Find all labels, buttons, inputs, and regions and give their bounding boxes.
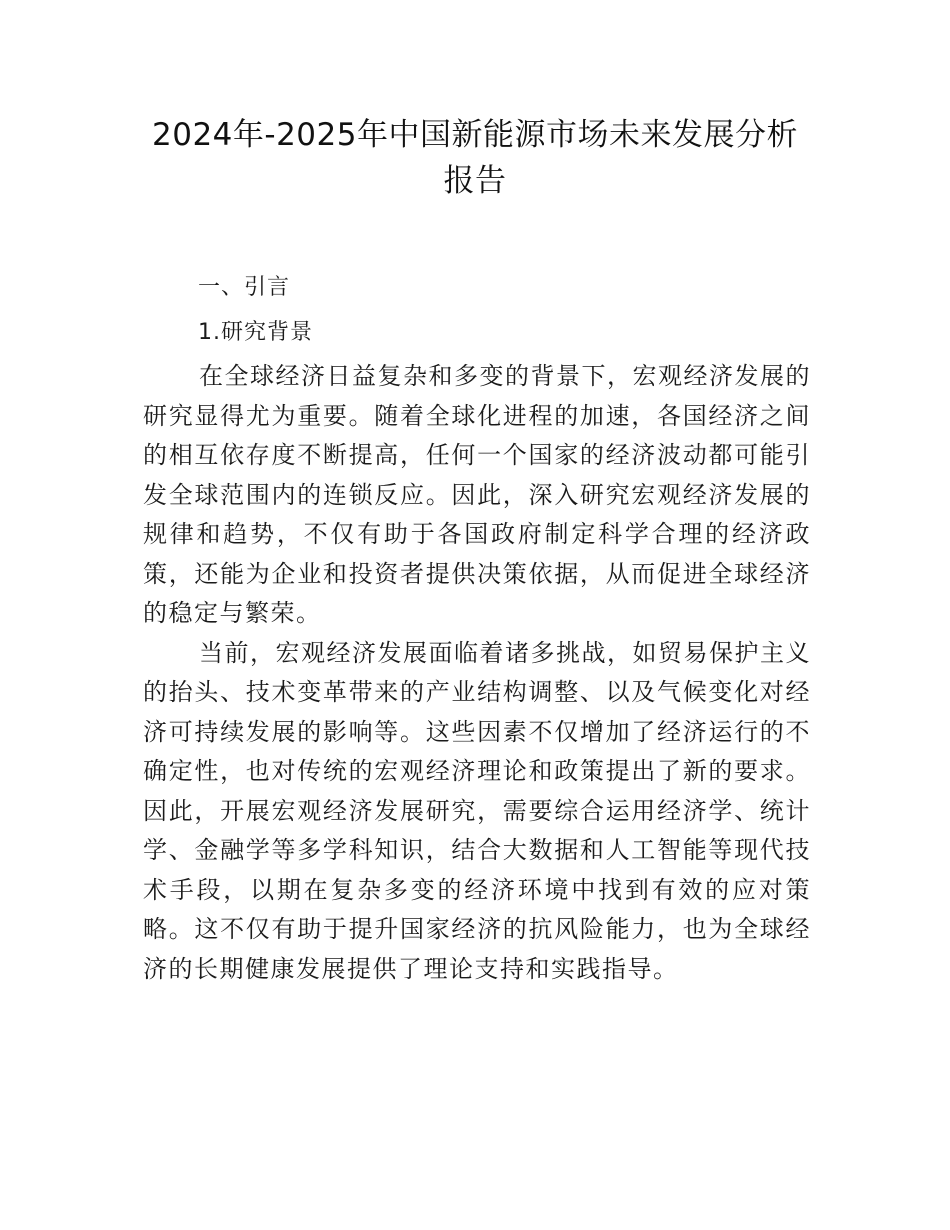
subsection-heading: 1.研究背景: [198, 320, 313, 345]
document-title: 2024年-2025年中国新能源市场未来发展分析报告: [152, 117, 798, 199]
paragraph-2: 当前，宏观经济发展面临着诸多挑战，如贸易保护主义的抬头、技术变革带来的产业结构调整、以及气候变化对经济可持续发展的影响等。这些因素不仅增加了经济运行的不确定性，也对传统的宏观经济理论和政策提出了新的要求。因此，开展宏观经济发展研究，需要综合运用经济学、统计学、金融学等多学科知识，结合大数据和人工智能等现代技术手段，以期在复杂多变的经济环境中找到有效的应对策略。这不仅有助于提升国家经济的抗风险能力，也为全球经济的长期健康发展提供了理论支持和实践指导。: [143, 638, 811, 983]
paragraph-1: 在全球经济日益复杂和多变的背景下，宏观经济发展的研究显得尤为重要。随着全球化进程的加速，各国经济之间的相互依存度不断提高，任何一个国家的经济波动都可能引发全球范围内的连锁反应。因此，深入研究宏观经济发展的规律和趋势，不仅有助于各国政府制定科学合理的经济政策，还能为企业和投资者提供决策依据，从而促进全球经济的稳定与繁荣。: [143, 362, 811, 627]
document-body: [143, 268, 811, 989]
section-heading: 一、引言: [198, 275, 291, 300]
